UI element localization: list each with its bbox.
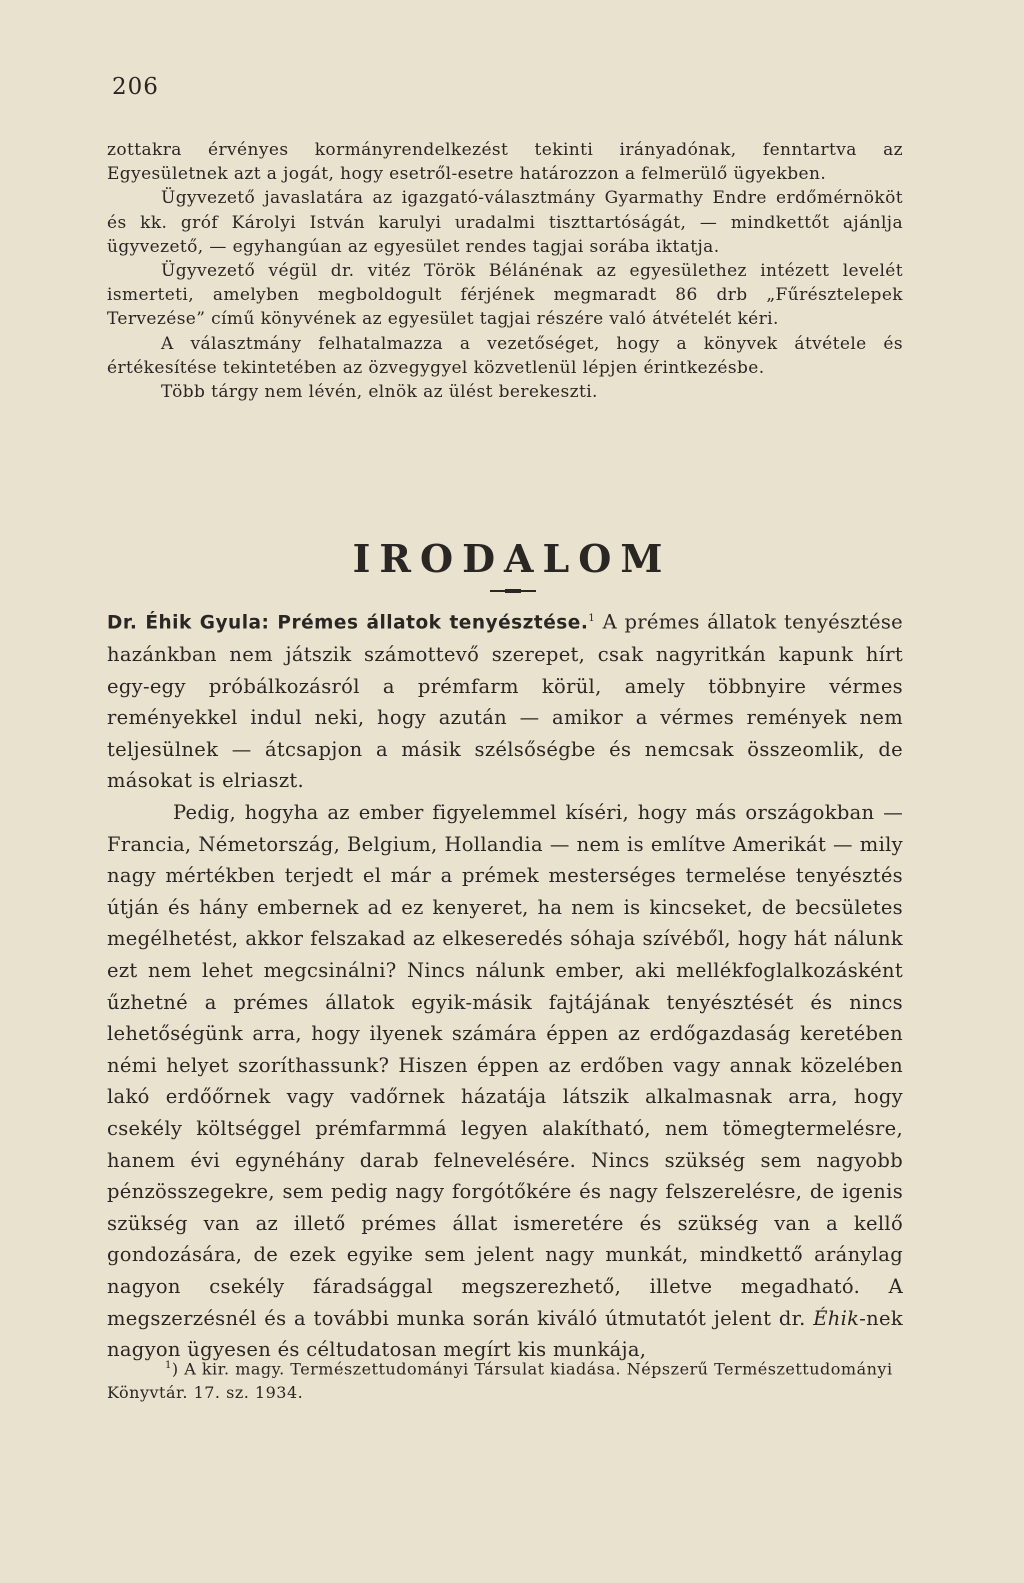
- minutes-paragraph: Ügyvezető javaslatára az igazgató-választmány Gyarmathy Endre erdőmérnököt és kk. gróf Károlyi István karulyi uradalmi tiszttartóságát, — mindkettőt ajánlja ügyvezető, — egyhangúan az egyesület rendes tagjai sorába iktatja.: [107, 188, 903, 257]
- minutes-paragraph: Ügyvezető végül dr. vitéz Török Bélánénak az egyesülethez intézett levelét ismerteti, amelyben megboldogult férjének megmaradt 86 drb „Fűrésztelepek Tervezése” című könyvének az egyesület tagjai részére való átvételét kéri.: [107, 261, 903, 330]
- footnote-body: ) A kir. magy. Természettudományi Társulat kiadása. Népszerű Természettudományi Könyvtár. 17. sz. 1934.: [107, 1359, 893, 1403]
- review-text: A prémes állatok tenyésztése hazánkban nem játszik számottevő szerepet, csak nagyritkán kapunk hírt egy-egy próbálkozásról a prémfarm körül, amely többnyire vérmes reményekkel indul neki, hogy azután — amikor a vérmes remények nem teljesülnek — átcsapjon a másik szélsőségbe és nemcsak összeomlik, de másokat is elriaszt.: [107, 610, 903, 793]
- meeting-minutes: [107, 138, 903, 404]
- review-paragraph: [107, 603, 903, 797]
- book-title: Dr. Éhik Gyula: Prémes állatok tenyésztése.: [107, 612, 589, 634]
- footnote-reference: 1: [588, 613, 596, 624]
- review-text: -nek nagyon ügyesen és céltudatosan megírt kis munkája,: [107, 1306, 903, 1362]
- section-heading: IRODALOM: [352, 536, 672, 581]
- author-name: Éhik: [813, 1306, 860, 1330]
- review-text: Pedig, hogyha az ember figyelemmel kíséri, hogy más országokban — Francia, Németország, Belgium, Hollandia — nem is említve Amerikát — mily nagy mértékben terjedt el már a prémek mesterséges termelése tenyésztés útján és hány embernek ad ez kenyeret, ha nem is kincseket, de becsületes megélhetést, akkor felszakad az elkeseredés sóhaja szívéből, hogy hát nálunk ezt nem lehet megcsinálni? Nincs nálunk ember, aki mellékfoglalkozásként űzhetné a prémes állatok egyik-másik fajtájának tenyésztését és nincs lehetőségünk arra, hogy ilyenek számára éppen az erdőgazdaság keretében némi helyet szoríthassunk? Hiszen éppen az erdőben vagy annak közelében lakó erdőőrnek vagy vadőrnek házatája látszik alkalmasnak arra, hogy csekély költséggel prémfarmmá legyen alakítható, nem tömegtermelésre, hanem évi egynéhány darab felnevelésére. Nincs szükség sem nagyobb pénzösszegekre, sem pedig nagy forgótőkére és nagy felszerelésre, de igenis szükség van az illető prémes állat ismeretére és szükség van a kellő gondozására, de ezek egyike sem jelent nagy munkát, mindkettő aránylag nagyon csekély fáradsággal megszerezhető, illetve megadható. A megszerzésnél és a további munka során kiváló útmutatót jelent dr.: [107, 801, 903, 1330]
- page-number: 206: [112, 74, 159, 100]
- book-review: [107, 603, 903, 1366]
- minutes-paragraph: zottakra érvényes kormányrendelkezést tekinti irányadónak, fenntartva az Egyesületnek azt a jogát, hogy esetről-esetre határozzon a felmerülő ügyekben.: [107, 140, 903, 185]
- minutes-paragraph: Több tárgy nem lévén, elnök az ülést berekeszti.: [161, 382, 598, 403]
- footnote-text: [107, 1354, 903, 1405]
- footnote-marker: 1: [165, 1360, 172, 1371]
- review-paragraph: [107, 797, 903, 1366]
- minutes-paragraph: A választmány felhatalmazza a vezetőséget, hogy a könyvek átvétele és értékesítése tekintetében az özvegygyel közvetlenül lépjen érintkezésbe.: [107, 333, 903, 378]
- footnote: [107, 1354, 903, 1405]
- heading-ornament-rule: [490, 590, 536, 592]
